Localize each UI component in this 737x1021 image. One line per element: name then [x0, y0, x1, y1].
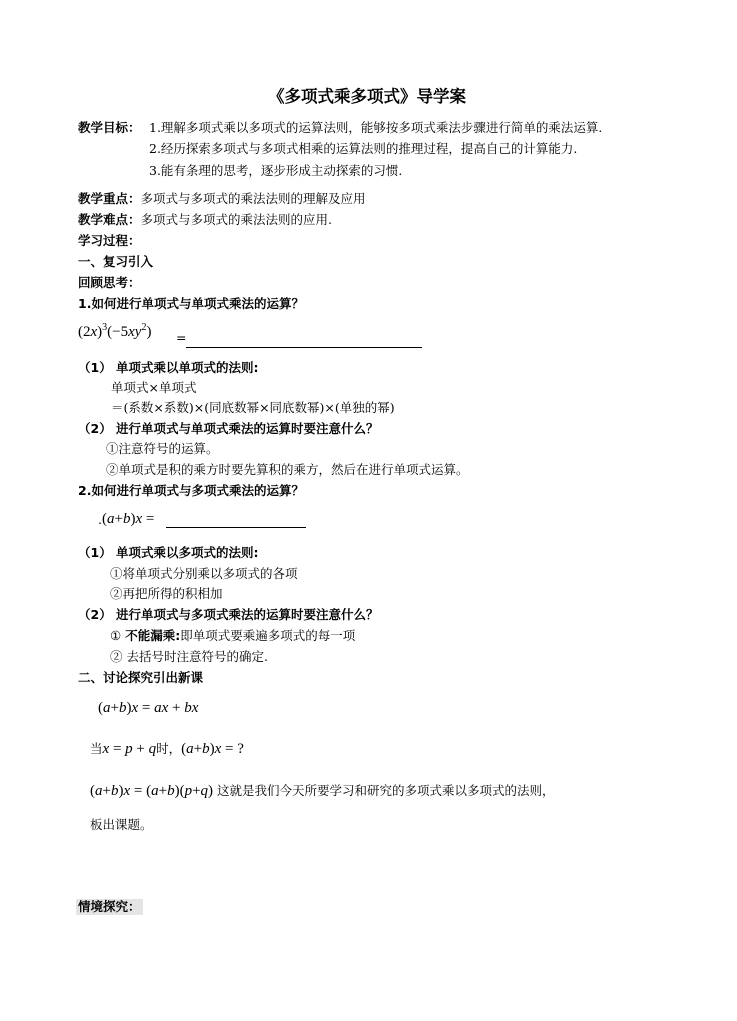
q1-heading: 1.如何进行单项式与单项式乘法的运算？ — [78, 296, 304, 311]
page-title: 《多项式乘多项式》导学案 — [268, 87, 466, 106]
q1-formula: $(2x)^3(-5xy^2)$ — [78, 322, 152, 340]
section2-formula-2: (a+b)x = (a+b)(p+q) — [90, 783, 214, 799]
q2-sub2-line2 — [110, 649, 268, 665]
section2-when-prefix: 当 — [90, 741, 103, 756]
section1-heading: 一、复习引入 — [78, 254, 154, 269]
q2-sub2-line1 — [110, 628, 355, 644]
q2-formula: (a+b)x = — [102, 511, 155, 527]
key-point-label: 教学重点： — [78, 191, 141, 206]
section2-formula-1: (a+b)x = ax + bx — [98, 700, 199, 716]
review-label: 回顾思考： — [78, 275, 141, 290]
q2-answer-blank — [166, 513, 306, 528]
section2-when-mid: 时， — [156, 741, 182, 756]
section2-heading: 二、讨论探究引出新课 — [78, 670, 204, 685]
goals-label: 教学目标： — [78, 120, 141, 135]
q2-sub2-line1-bold: 不能漏乘: — [125, 628, 181, 643]
difficulty-text: 多项式与多项式的乘法法则的应用. — [140, 212, 332, 227]
key-point-text: 多项式与多项式的乘法法则的理解及应用 — [140, 191, 366, 206]
q2-sub1-heading: （1） 单项式乘以多项式的法则: — [78, 545, 259, 560]
q2-heading: 2.如何进行单项式与多项式乘法的运算？ — [78, 483, 304, 498]
goal-item-3: 3.能有条理的思考，逐步形成主动探索的习惯. — [149, 163, 403, 178]
key-point-line — [78, 191, 366, 207]
q2-mark-2: ② — [110, 649, 123, 664]
q1-answer-blank — [186, 333, 422, 348]
section2-board: 板出课题。 — [90, 817, 153, 832]
q1-sub1-heading: （1） 单项式乘以单项式的法则: — [78, 360, 259, 375]
goal-item-1: 1.理解多项式乘以多项式的运算法则，能够按多项式乘法步骤进行简单的乘法运算. — [149, 120, 603, 135]
q2-sub1-line1: ①将单项式分别乘以多项式的各项 — [110, 566, 298, 581]
q2-mark-1: ① — [110, 628, 122, 643]
scenario-label: 情境探究： — [78, 899, 141, 914]
q1-sub2-heading: （2） 进行单项式与单项式乘法的运算时要注意什么？ — [78, 421, 379, 436]
section2-conclusion-line — [90, 783, 555, 799]
section2-when-question: (a+b)x = ? — [181, 741, 244, 757]
q2-sub2-heading: （2） 进行单项式与多项式乘法的运算时要注意什么？ — [78, 607, 379, 622]
q2-dot: . — [98, 512, 102, 527]
q1-equals: = — [176, 330, 187, 345]
section2-when-line — [90, 741, 244, 757]
q1-sub2-line1: ①注意符号的运算。 — [106, 441, 219, 456]
q1-sub2-line2: ②单项式是积的乘方时要先算积的乘方，然后在进行单项式运算。 — [106, 462, 469, 477]
goal-item-2: 2.经历探索多项式与多项式相乘的运算法则的推理过程，提高自己的计算能力. — [149, 141, 578, 156]
q1-sub1-line2: ＝(系数×系数)×(同底数幂×同底数幂)×(单独的幂) — [111, 400, 395, 415]
process-label: 学习过程： — [78, 233, 141, 248]
section2-conclusion-text: 这就是我们今天所要学习和研究的多项式乘以多项式的法则， — [217, 783, 555, 798]
q1-sub1-line1: 单项式×单项式 — [111, 380, 197, 395]
q2-sub1-line2: ②再把所得的积相加 — [110, 586, 223, 601]
difficulty-label: 教学难点： — [78, 212, 141, 227]
difficulty-line — [78, 212, 332, 228]
section2-when-expr: x = p + q — [102, 741, 157, 757]
q2-sub2-line1-rest: 即单项式要乘遍多项式的每一项 — [180, 628, 356, 643]
q2-sub2-line2-text: 去括号时注意符号的确定. — [126, 649, 268, 664]
